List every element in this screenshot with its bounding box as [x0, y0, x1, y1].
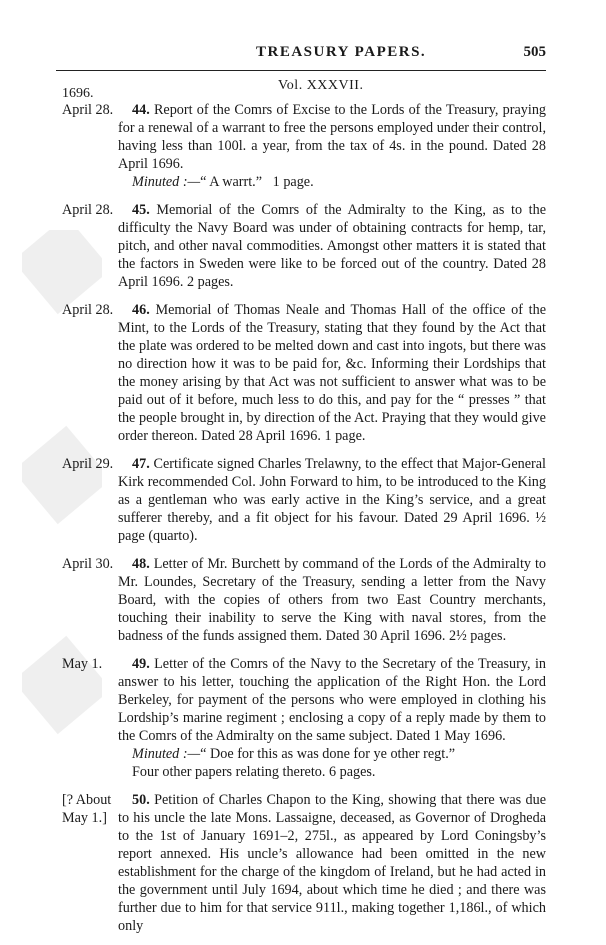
entry-date: May 1.: [62, 656, 103, 672]
entry-49: [0, 655, 606, 781]
entry-48: [0, 555, 606, 645]
entry-date: April 28.: [62, 302, 114, 318]
margin-year: 1696.: [62, 86, 94, 101]
entry-text: Memorial of Thomas Neale and Thomas Hall of the office of the Mint, to the Lords of the Treasury, stating that they found by the Act that the plate was ordered to be melted down and cast into ingots, but there was no direction how it was to be paid for, &c. Informing their Lordships that the money arising by that Act was not sufficient to answer what was to be paid out of it before, much less to do this, and pay for the “ presses ” that the people brought in, by direction of the Act. Praying that they would give order thereon. Dated 28 April 1696. 1 page.: [118, 302, 547, 444]
entry-extent: 1 page.: [272, 174, 314, 190]
entry-date: April 29.: [62, 456, 114, 472]
entry-text: Report of the Comrs of Excise to the Lords of the Treasury, praying for a renewal of a warrant to free the persons employed under their control, having less than 100l. a year, from the tax of 4s. in the pound. Dated 28 April 1696.: [118, 102, 547, 172]
entry-45: [0, 201, 606, 291]
entry-date: April 30.: [62, 556, 114, 572]
entry-number: 47.: [132, 456, 150, 472]
entry-body: [118, 655, 546, 745]
entry-body: [118, 555, 546, 645]
entry-44: [0, 101, 606, 191]
entry-date: April 28.: [62, 102, 114, 118]
entry-minute: [118, 745, 546, 763]
entry-number: 45.: [132, 202, 150, 218]
entry-date: [? About May 1.]: [62, 792, 112, 826]
entry-number: 46.: [132, 302, 150, 318]
entries-list: [0, 101, 606, 945]
entry-body: [118, 301, 546, 445]
minute-label: Minuted :—: [132, 174, 201, 190]
entry-body: [118, 455, 546, 545]
entry-minute: [118, 173, 546, 191]
entry-text: Letter of Mr. Burchett by command of the Lords of the Admiralty to Mr. Loundes, Secretary of the Treasury, sending a letter from the Navy Board, with the copies of others from two East Country merchants, touching their inability to serve the King with naval stores, from the badness of the funds assigned them. Dated 30 April 1696. 2½ pages.: [118, 556, 547, 644]
minute-text: “ Doe for this as was done for ye other regt.”: [200, 746, 456, 762]
entry-47: [0, 455, 606, 545]
entry-text: Memorial of the Comrs of the Admiralty to the King, as to the difficulty the Navy Board was under of obtaining contracts for hemp, tar, pitch, and other naval commodities. Amongst other matters it is stated that the factors in Sweden were like to be forced out of the country. Dated 28 April 1696. 2 pages.: [118, 202, 546, 290]
minute-label: Minuted :—: [132, 746, 201, 762]
entry-number: 48.: [132, 556, 150, 572]
entry-body: [118, 201, 546, 291]
entry-date: April 28.: [62, 202, 114, 218]
entry-text: Letter of the Comrs of the Navy to the Secretary of the Treasury, in answer to his letter, touching the application of the Right Hon. the Lord Berkeley, for payment of the persons who were employed in clothing his Lordship’s marine regiment ; enclosing a copy of a reply made by them to the Comrs of the Admiralty on the same subject. Dated 1 May 1696.: [118, 656, 546, 744]
page-number: 505: [523, 44, 546, 60]
entry-enclosures: Four other papers relating thereto. 6 pages.: [132, 764, 376, 780]
entry-number: 44.: [132, 102, 150, 118]
page-header: [56, 44, 546, 71]
entry-number: 49.: [132, 656, 150, 672]
volume-heading: Vol. XXXVII.: [278, 78, 364, 93]
entry-46: [0, 301, 606, 445]
entry-text: Petition of Charles Chapon to the King, showing that there was due to his uncle the late Mons. Lassaigne, deceased, as Governor of Drogheda to the 1st of January 1691–2, 275l., as appeared by Lord Coningsby’s report annexed. His uncle’s allowance had been omitted in the new establishment for the charge of the kingdom of Ireland, but he had acted in the government until July 1694, about which time he died ; and there was further due to him for that service 911l., making together 1,186l., of which only: [118, 792, 546, 934]
entry-text: Certificate signed Charles Trelawny, to the effect that Major-General Kirk recommended Col. John Forward to him, to be introduced to the King as a gentleman who was early active in the King’s service, and a great sufferer thereby, and a fit object for his favour. Dated 29 April 1696. ½ page (quarto).: [118, 456, 547, 544]
minute-text: “ A warrt.”: [200, 174, 263, 190]
entry-50: [0, 791, 606, 935]
entry-body: [118, 791, 546, 935]
running-title: TREASURY PAPERS.: [256, 44, 427, 60]
entry-body: [118, 101, 546, 173]
entry-number: 50.: [132, 792, 150, 808]
